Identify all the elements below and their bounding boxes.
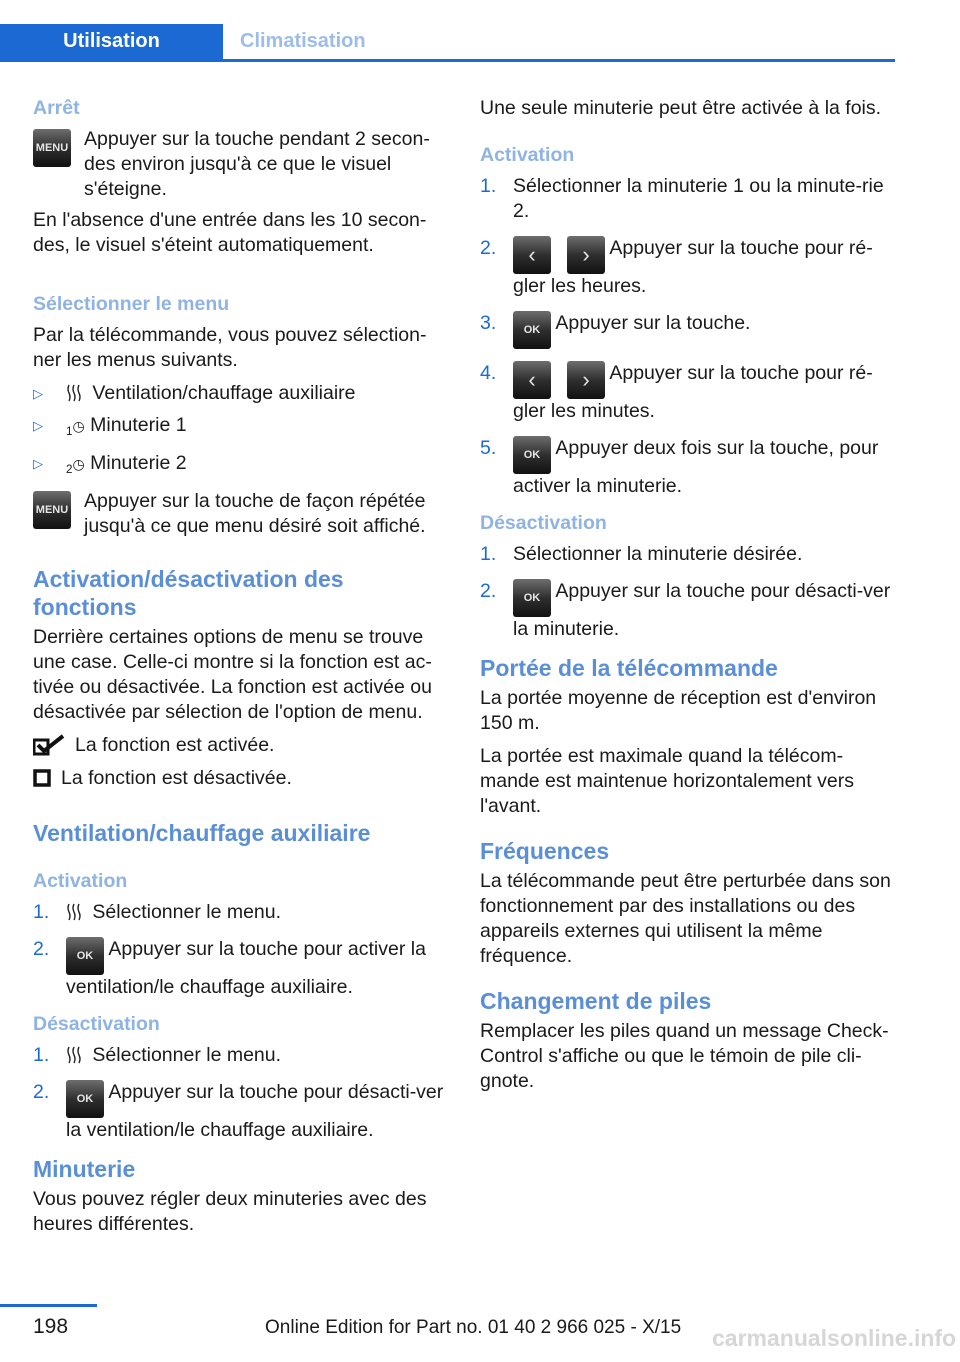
vent-deact-step-2: 2. OK Appuyer sur la touche pour désacti-ver la ventilation/le chauffage auxiliaire. <box>33 1080 444 1141</box>
timer-1-icon: $_1$◷ <box>66 418 85 438</box>
header-tabbar <box>0 24 895 62</box>
ventilation-heading: Ventilation/chauffage auxiliaire <box>33 819 371 846</box>
arret-text: Appuyer sur la touche pendant 2 secon-des environ jusqu'à ce que le visuel s'éteigne. <box>84 128 430 200</box>
arrow-left-icon: ‹ <box>513 236 551 274</box>
triangle-bullet-icon: ▷ <box>33 418 43 433</box>
menu-item-ventilation: Ventilation/chauffage auxiliaire <box>92 382 356 404</box>
edition-text: Online Edition for Part no. 01 40 2 966 025 - X/15 <box>265 1317 682 1338</box>
absence-text: En l'absence d'une entrée dans les 10 secon-des, le visuel s'éteint automatiquement. <box>33 209 427 256</box>
checkbox-unchecked-icon <box>33 767 53 789</box>
timer-act-step-2: 2. ‹ › Appuyer sur la touche pour ré-gler les heures. <box>480 237 873 297</box>
portee-text-2: La portée est maximale quand la télécom-mande est maintenue horizontalement vers l'avant. <box>480 745 854 817</box>
repeat-row <box>33 489 453 539</box>
page-number: 198 <box>33 1315 69 1338</box>
one-timer-text: Une seule minuterie peut être activée à la fois. <box>480 97 882 119</box>
arrow-right-icon: › <box>567 361 605 399</box>
vent-deactivation-subheading: Désactivation <box>33 1012 160 1035</box>
watermark: carmanualsonline.info <box>712 1325 957 1351</box>
minuterie-text: Vous pouvez régler deux minuteries avec des heures différentes. <box>33 1187 427 1235</box>
portee-text-1: La portée moyenne de réception est d'environ 150 m. <box>480 687 877 734</box>
ok-button-icon: OK <box>66 1080 104 1118</box>
checked-row <box>33 733 453 758</box>
vent-act-step-2: 2. OK Appuyer sur la touche pour activer la ventilation/le chauffage auxiliaire. <box>33 937 426 998</box>
tab-climatisation: Climatisation <box>240 30 366 52</box>
ok-button-icon: OK <box>513 436 551 474</box>
arret-subheading: Arrêt <box>33 97 80 119</box>
timer-deactivation-subheading: Désactivation <box>480 512 607 534</box>
timer-act-step-1: 1. Sélectionner la minuterie 1 ou la minute-rie 2. <box>480 175 884 222</box>
ventilation-icon <box>66 903 82 921</box>
vent-deact-step-1: 1. Sélectionner le menu. <box>33 1043 282 1066</box>
timer-deact-step-1: 1. Sélectionner la minuterie désirée. <box>480 543 803 565</box>
menu-button-icon: MENU <box>33 491 71 529</box>
minuterie-heading: Minuterie <box>33 1155 136 1182</box>
frequences-heading: Fréquences <box>480 838 610 864</box>
menu-item-timer-2: Minuterie 2 <box>90 451 187 474</box>
menu-item-timer-1: Minuterie 1 <box>90 414 187 436</box>
ok-button-icon: OK <box>513 311 551 349</box>
timer-act-step-3: 3. OK Appuyer sur la touche. <box>480 311 900 349</box>
unchecked-row <box>33 766 453 791</box>
ventilation-icon <box>66 1046 82 1064</box>
vent-activation-subheading: Activation <box>33 869 128 892</box>
timer-2-icon: $_2$◷ <box>66 455 85 476</box>
tab-utilisation: Utilisation <box>0 24 223 59</box>
activation-text: Derrière certaines options de menu se trouve une case. Celle-ci montre si la fonction est ac-tivée ou désactivée. La fonction est activée ou désactivée par sélection de l'option de menu. <box>33 625 432 723</box>
select-menu-subheading: Sélectionner le menu <box>33 293 230 315</box>
activation-heading: Activation/désactivation des fonctions <box>33 565 344 620</box>
checkbox-checked-icon <box>33 734 67 756</box>
arrow-left-icon: ‹ <box>513 361 551 399</box>
arret-row <box>33 127 453 202</box>
ok-button-icon: OK <box>66 937 104 975</box>
unchecked-text: La fonction est désactivée. <box>61 766 292 789</box>
menu-list-item <box>33 381 453 406</box>
ok-button-icon: OK <box>513 579 551 617</box>
checked-text: La fonction est activée. <box>75 733 275 756</box>
timer-deact-step-2: 2. OK Appuyer sur la touche pour désacti-ver la minuterie. <box>480 580 891 640</box>
piles-heading: Changement de piles <box>480 988 712 1014</box>
menu-button-icon: MENU <box>33 129 71 167</box>
menu-list-item <box>33 451 453 482</box>
ventilation-icon <box>66 384 82 402</box>
portee-heading: Portée de la télécommande <box>480 655 778 681</box>
left-column <box>33 96 453 1245</box>
menu-list-item <box>33 413 453 444</box>
piles-text: Remplacer les piles quand un message Check-Control s'affiche ou que le témoin de pile cli-gnote. <box>480 1020 889 1092</box>
frequences-text: La télécommande peut être perturbée dans son fonctionnement par des installations ou des appareils externes qui utilisent la même fréquence. <box>480 870 891 967</box>
timer-act-step-4: 4. ‹ › Appuyer sur la touche pour ré-gler les minutes. <box>480 362 873 422</box>
repeat-text: Appuyer sur la touche de façon répétée jusqu'à ce que menu désiré soit affiché. <box>84 489 426 537</box>
triangle-bullet-icon: ▷ <box>33 455 43 471</box>
timer-activation-subheading: Activation <box>480 144 575 166</box>
timer-act-step-5: 5. OK Appuyer deux fois sur la touche, pour activer la minuterie. <box>480 437 879 497</box>
footer-rule <box>0 1304 97 1307</box>
triangle-bullet-icon: ▷ <box>33 386 43 401</box>
vent-act-step-1: 1. Sélectionner le menu. <box>33 900 282 923</box>
select-menu-text: Par la télécommande, vous pouvez sélection-ner les menus suivants. <box>33 324 427 371</box>
arrow-right-icon: › <box>567 236 605 274</box>
right-column <box>480 96 900 1102</box>
